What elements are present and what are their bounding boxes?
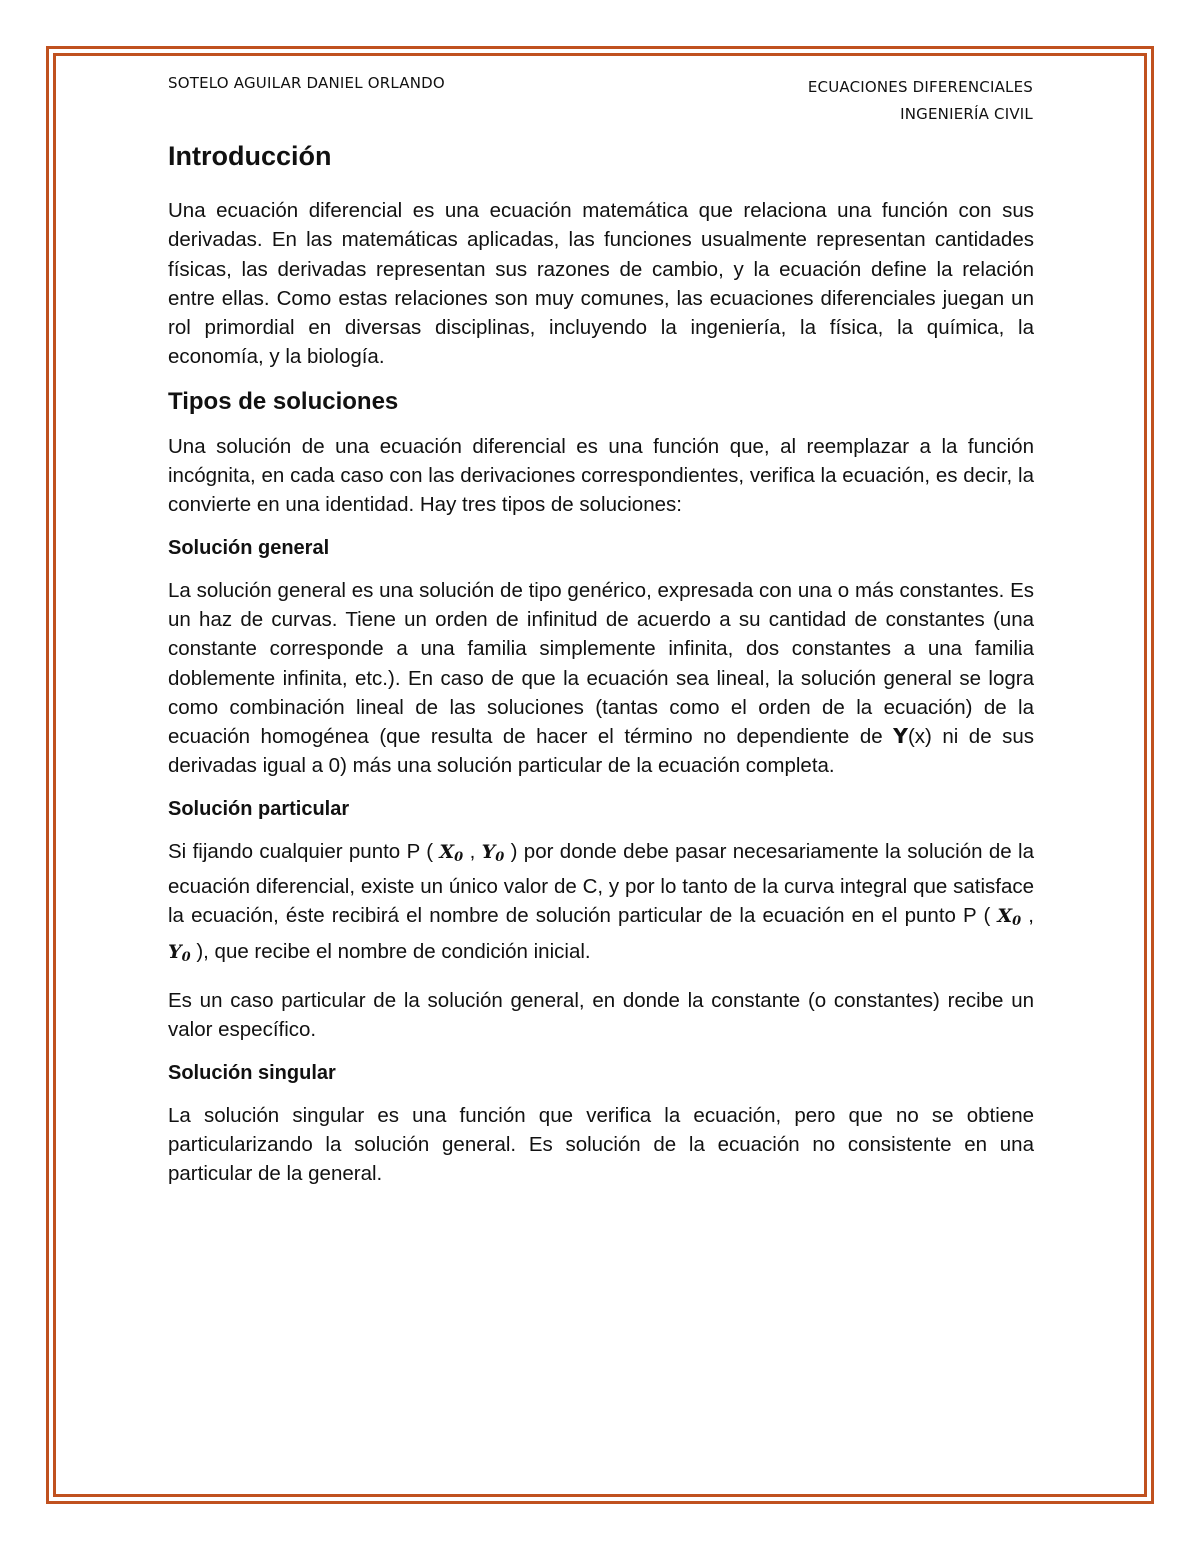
general-text-a: La solución general es una solución de tipo genérico, expresada con una o más constantes. Es un haz de curvas. Tiene un orden de infinitud de acuerdo a su cantidad de constantes (una constante corresponde a una familia simplemente infinita, dos constantes a una familia doblemente infinita, etc.). En caso de que la ecuación sea lineal, la solución general se logra como combinación lineal de las soluciones (tantas como el orden de la ecuación) de la ecuación homogénea (que resulta de hacer el término no dependiente de bbox=[168, 578, 1034, 749]
header-program: INGENIERÍA CIVIL bbox=[900, 105, 1033, 123]
general-heading: Solución general bbox=[168, 536, 330, 559]
x0-symbol-2: $X_0$ bbox=[997, 905, 1022, 930]
general-paragraph bbox=[168, 576, 1034, 781]
document-body bbox=[168, 138, 1034, 1202]
x0-symbol: $X_0$ bbox=[439, 840, 464, 865]
y-symbol: Y bbox=[893, 724, 908, 749]
y0-symbol: $Y_0$ bbox=[481, 840, 505, 865]
general-text-b: (x) ni de sus derivadas igual a 0) más una solución particular de la ecuación completa. bbox=[168, 725, 1034, 778]
header-course-info bbox=[808, 74, 1033, 128]
particular-paragraph-2: Es un caso particular de la solución general, en donde la constante (o constantes) recibe un valor específico. bbox=[168, 988, 1034, 1042]
intro-heading: Introducción bbox=[168, 141, 332, 171]
particular-text-a: Si fijando cualquier punto P ( bbox=[168, 839, 440, 863]
particular-paragraph-1: Si fijando cualquier punto P ( $X_0$ , $Y_0$ ) por donde debe pasar necesariamente la solución de la ecuación diferencial, existe un único valor de C, y por lo tanto de la curva integral que satisface la ecuación, éste recibirá el nombre de solución particular de la ecuación en el punto P ( $X_0$ , $Y_0$ ), que recibe el nombre de condición inicial. bbox=[168, 839, 1034, 965]
particular-text-b: ) por donde debe pasar necesariamente la solución de la ecuación diferencial, existe un único valor de C, y por lo tanto de la curva integral que satisface la ecuación, éste recibirá el nombre de solución particular de la ecuación en el punto P ( bbox=[168, 839, 1034, 928]
header-author: SOTELO AGUILAR DANIEL ORLANDO bbox=[168, 74, 445, 92]
particular-text-c: ), que recibe el nombre de condición inicial. bbox=[190, 939, 591, 963]
singular-heading: Solución singular bbox=[168, 1061, 336, 1084]
particular-heading: Solución particular bbox=[168, 797, 350, 820]
tipos-paragraph: Una solución de una ecuación diferencial es una función que, al reemplazar a la función incógnita, en cada caso con las derivaciones correspondientes, verifica la ecuación, es decir, la convierte en una identidad. Hay tres tipos de soluciones: bbox=[168, 434, 1034, 517]
tipos-heading: Tipos de soluciones bbox=[168, 387, 399, 415]
intro-paragraph: Una ecuación diferencial es una ecuación matemática que relaciona una función con sus derivadas. En las matemáticas aplicadas, las funciones usualmente representan cantidades físicas, las derivadas representan sus razones de cambio, y la ecuación define la relación entre ellas. Como estas relaciones son muy comunes, las ecuaciones diferenciales juegan un rol primordial en diversas disciplinas, incluyendo la ingeniería, la física, la química, la economía, y la biología. bbox=[168, 199, 1034, 369]
header-course: ECUACIONES DIFERENCIALES bbox=[807, 78, 1033, 96]
singular-paragraph: La solución singular es una función que verifica la ecuación, pero que no se obtiene particularizando la solución general. Es solución de la ecuación no consistente en una particular de la general. bbox=[168, 1103, 1034, 1186]
y0-symbol-2: $Y_0$ bbox=[168, 940, 191, 965]
